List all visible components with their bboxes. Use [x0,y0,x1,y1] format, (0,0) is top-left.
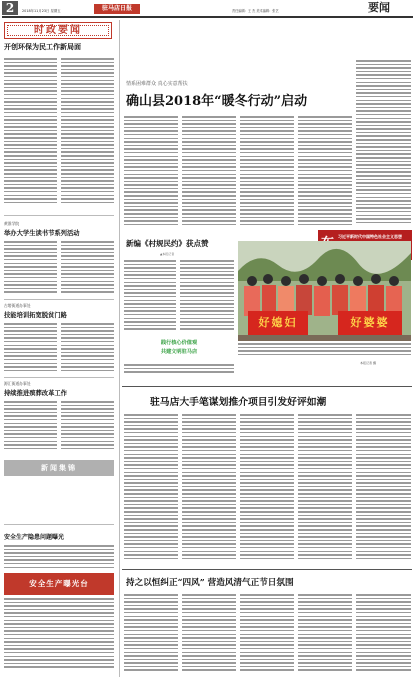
story2-body-col1 [124,260,176,336]
headline-safety-hazards: 安全生产隐患问题曝光 [4,534,65,541]
issue-date: 2018年11月23日 星期五 [22,9,61,13]
headline-reading-festival: 举办大学生读书节系列活动 [4,230,80,237]
section-title: 要闻 [368,1,390,14]
column-heading: 时政要闻 [4,22,112,39]
article-body-skills [4,323,57,375]
lead-body-col5 [356,60,411,228]
divider [4,524,114,525]
story3-body-col4 [298,414,352,564]
divider [4,215,114,216]
headline-projects: 驻马店大手笔谋划推介项目引发好评如潮 [150,397,327,408]
headline-funeral-reform: 持续推进殡葬改革工作 [4,390,67,397]
column-rule [119,20,120,677]
newspaper-masthead: 驻马店日报 [94,4,140,14]
core-values-banner [126,339,232,361]
article-body-reading [4,241,57,297]
lead-headline: 确山县2018年“暖冬行动”启动 [126,94,308,108]
story4-body-col4 [298,594,352,674]
subhead-yuanhui: 源汇街道办事处 [4,381,31,386]
article-body-funeral-2 [61,401,114,453]
editor-credits: 责任编辑：王 杰 美术编辑：张艺 [232,9,279,13]
article-body-skills-2 [61,323,114,375]
article-body-reading-2 [61,241,114,297]
lead-body-col2 [182,116,236,228]
story3-body-col5 [356,414,411,564]
story2-body-tail [124,364,234,378]
story4-body-col3 [240,594,294,674]
article-body-funeral [4,401,57,453]
headline-four-winds: 持之以恒纠正“四风” 营造风清气正节日氛围 [126,578,294,588]
divider [4,377,114,378]
story4-body-col2 [182,594,236,674]
headline-environment: 开创环保为民工作新局面 [4,42,81,51]
story3-body-col1 [124,414,178,564]
article-body-safety-2 [4,598,114,674]
photo-banner-left: 好媳妇 [258,316,298,329]
news-photo [238,241,411,341]
banner-text-1: 践行核心价值观 [160,340,198,346]
news-digest-banner: 新闻集锦 [4,460,114,476]
story3-body-col3 [240,414,294,564]
story2-body-col2 [180,260,234,336]
photo-credit: 本报记者 摄 [360,361,376,365]
lead-body-col3 [240,116,294,228]
photo-caption [238,343,411,359]
subhead-guta: 古塔街道办事处 [4,303,31,308]
divider [122,386,412,387]
photo-banner-right: 好婆婆 [350,316,390,329]
headline-village-rules: 新编《村规民约》获点赞 [126,239,209,248]
divider [122,569,412,570]
story4-body-col5 [356,594,411,674]
story3-body-col2 [182,414,236,564]
header-divider [2,16,413,18]
story4-body-col1 [124,594,178,674]
article-body-environment-2 [61,58,114,208]
lead-body-col4 [298,116,352,228]
page-number: 2 [2,1,18,15]
divider [4,299,114,300]
article-body-environment [4,58,57,208]
lead-body-col1 [124,116,178,228]
safety-exposure-box: 安全生产曝光台 [4,573,114,595]
banner-text-2: 共建文明驻马店 [160,349,198,355]
byline: ▲本报记者 [160,252,175,256]
subhead-huanghuai: 黄淮学院 [4,221,20,226]
headline-skills-training: 技能培训拓宽脱贫门路 [4,312,67,319]
article-body-safety [4,545,114,571]
lead-kicker: 情系困难群众 真心实意帮扶 [126,81,188,87]
banner-line-1: 习近平新时代中国特色社会主义思想 [338,234,402,239]
